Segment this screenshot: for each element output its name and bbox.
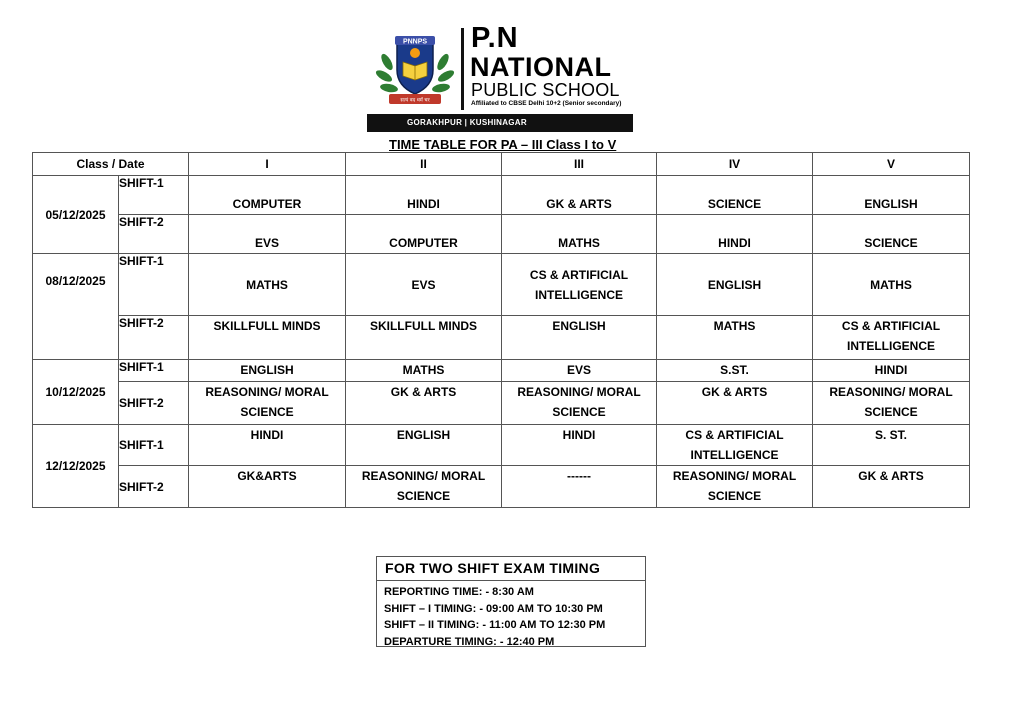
subject-cell: HINDI <box>346 176 502 215</box>
shift-label: SHIFT-1 <box>119 176 189 215</box>
logo-line-national: NATIONAL <box>470 52 612 82</box>
subject-cell: REASONING/ MORAL SCIENCE <box>657 466 813 508</box>
subject-cell: SKILLFULL MINDS <box>189 316 346 360</box>
class-header-5: V <box>813 153 970 176</box>
logo-line-public-school: PUBLIC SCHOOL <box>471 80 620 100</box>
subject-cell: MATHS <box>813 254 970 316</box>
timetable <box>32 152 970 508</box>
logo-divider <box>461 28 464 110</box>
table-row <box>33 382 970 425</box>
exam-timing-box <box>376 556 646 647</box>
table-header-row <box>33 153 970 176</box>
table-row <box>33 215 970 254</box>
shift-label: SHIFT-2 <box>119 382 189 425</box>
subject-cell: EVS <box>189 215 346 254</box>
subject-cell: S.ST. <box>657 360 813 382</box>
subject-cell: ENGLISH <box>813 176 970 215</box>
subject-cell: GK&ARTS <box>189 466 346 508</box>
subject-cell: MATHS <box>657 316 813 360</box>
departure-timing: DEPARTURE TIMING: - 12:40 PM <box>384 635 555 648</box>
subject-cell: COMPUTER <box>346 215 502 254</box>
subject-cell: SCIENCE <box>813 215 970 254</box>
class-header-3: III <box>502 153 657 176</box>
exam-date: 12/12/2025 <box>33 425 119 508</box>
subject-cell: HINDI <box>189 425 346 466</box>
crest-text: PNNPS <box>402 38 428 46</box>
table-row <box>33 254 970 316</box>
logo-line-pn: P.N <box>471 22 519 54</box>
class-header-1: I <box>189 153 346 176</box>
subject-cell: COMPUTER <box>189 176 346 215</box>
subject-cell: EVS <box>346 254 502 316</box>
class-date-header: Class / Date <box>33 153 189 176</box>
subject-cell: CS & ARTIFICIAL INTELLIGENCE <box>502 254 657 316</box>
subject-cell: REASONING/ MORAL SCIENCE <box>813 382 970 425</box>
shift-label: SHIFT-1 <box>119 360 189 382</box>
subject-cell: REASONING/ MORAL SCIENCE <box>502 382 657 425</box>
subject-cell: S. ST. <box>813 425 970 466</box>
class-header-4: IV <box>657 153 813 176</box>
exam-date: 05/12/2025 <box>33 176 119 254</box>
logo-affiliation: Affiliated to CBSE Delhi 10+2 (Senior secondary) <box>471 100 622 107</box>
table-row <box>33 316 970 360</box>
school-crest-icon <box>375 22 455 110</box>
reporting-time: REPORTING TIME: - 8:30 AM <box>384 586 534 598</box>
timetable-title: TIME TABLE FOR PA – III Class I to V <box>389 137 617 152</box>
shift-1-timing: SHIFT – I TIMING: - 09:00 AM TO 10:30 PM <box>384 602 603 615</box>
table-row <box>33 176 970 215</box>
subject-cell: EVS <box>502 360 657 382</box>
subject-cell: HINDI <box>813 360 970 382</box>
subject-cell: GK & ARTS <box>657 382 813 425</box>
exam-timing-heading: FOR TWO SHIFT EXAM TIMING <box>377 557 645 581</box>
subject-cell: ENGLISH <box>346 425 502 466</box>
subject-cell: MATHS <box>502 215 657 254</box>
subject-cell: CS & ARTIFICIAL INTELLIGENCE <box>657 425 813 466</box>
subject-cell: HINDI <box>657 215 813 254</box>
shift-label: SHIFT-1 <box>119 425 189 466</box>
table-row <box>33 425 970 466</box>
subject-cell: GK & ARTS <box>813 466 970 508</box>
subject-cell: REASONING/ MORAL SCIENCE <box>189 382 346 425</box>
subject-cell: REASONING/ MORAL SCIENCE <box>346 466 502 508</box>
logo-locations: GORAKHPUR | KUSHINAGAR <box>367 114 633 132</box>
shift-label: SHIFT-2 <box>119 466 189 508</box>
subject-cell: ENGLISH <box>657 254 813 316</box>
subject-cell: HINDI <box>502 425 657 466</box>
subject-cell: GK & ARTS <box>346 382 502 425</box>
table-row <box>33 360 970 382</box>
shift-label: SHIFT-1 <box>119 254 189 316</box>
subject-cell: GK & ARTS <box>502 176 657 215</box>
subject-cell: ENGLISH <box>189 360 346 382</box>
shift-label: SHIFT-2 <box>119 316 189 360</box>
table-row <box>33 466 970 508</box>
subject-cell: SCIENCE <box>657 176 813 215</box>
crest-motto: सत्यं वद धर्मं चर <box>400 97 430 104</box>
subject-cell: CS & ARTIFICIAL INTELLIGENCE <box>813 316 970 360</box>
subject-cell: MATHS <box>189 254 346 316</box>
subject-cell: ENGLISH <box>502 316 657 360</box>
exam-date: 08/12/2025 <box>33 254 119 360</box>
shift-label: SHIFT-2 <box>119 215 189 254</box>
shift-2-timing: SHIFT – II TIMING: - 11:00 AM TO 12:30 PM <box>384 619 606 631</box>
subject-cell: ------ <box>502 466 657 508</box>
class-header-2: II <box>346 153 502 176</box>
exam-date: 10/12/2025 <box>33 360 119 425</box>
school-logo <box>367 14 633 132</box>
subject-cell: MATHS <box>346 360 502 382</box>
subject-cell: SKILLFULL MINDS <box>346 316 502 360</box>
